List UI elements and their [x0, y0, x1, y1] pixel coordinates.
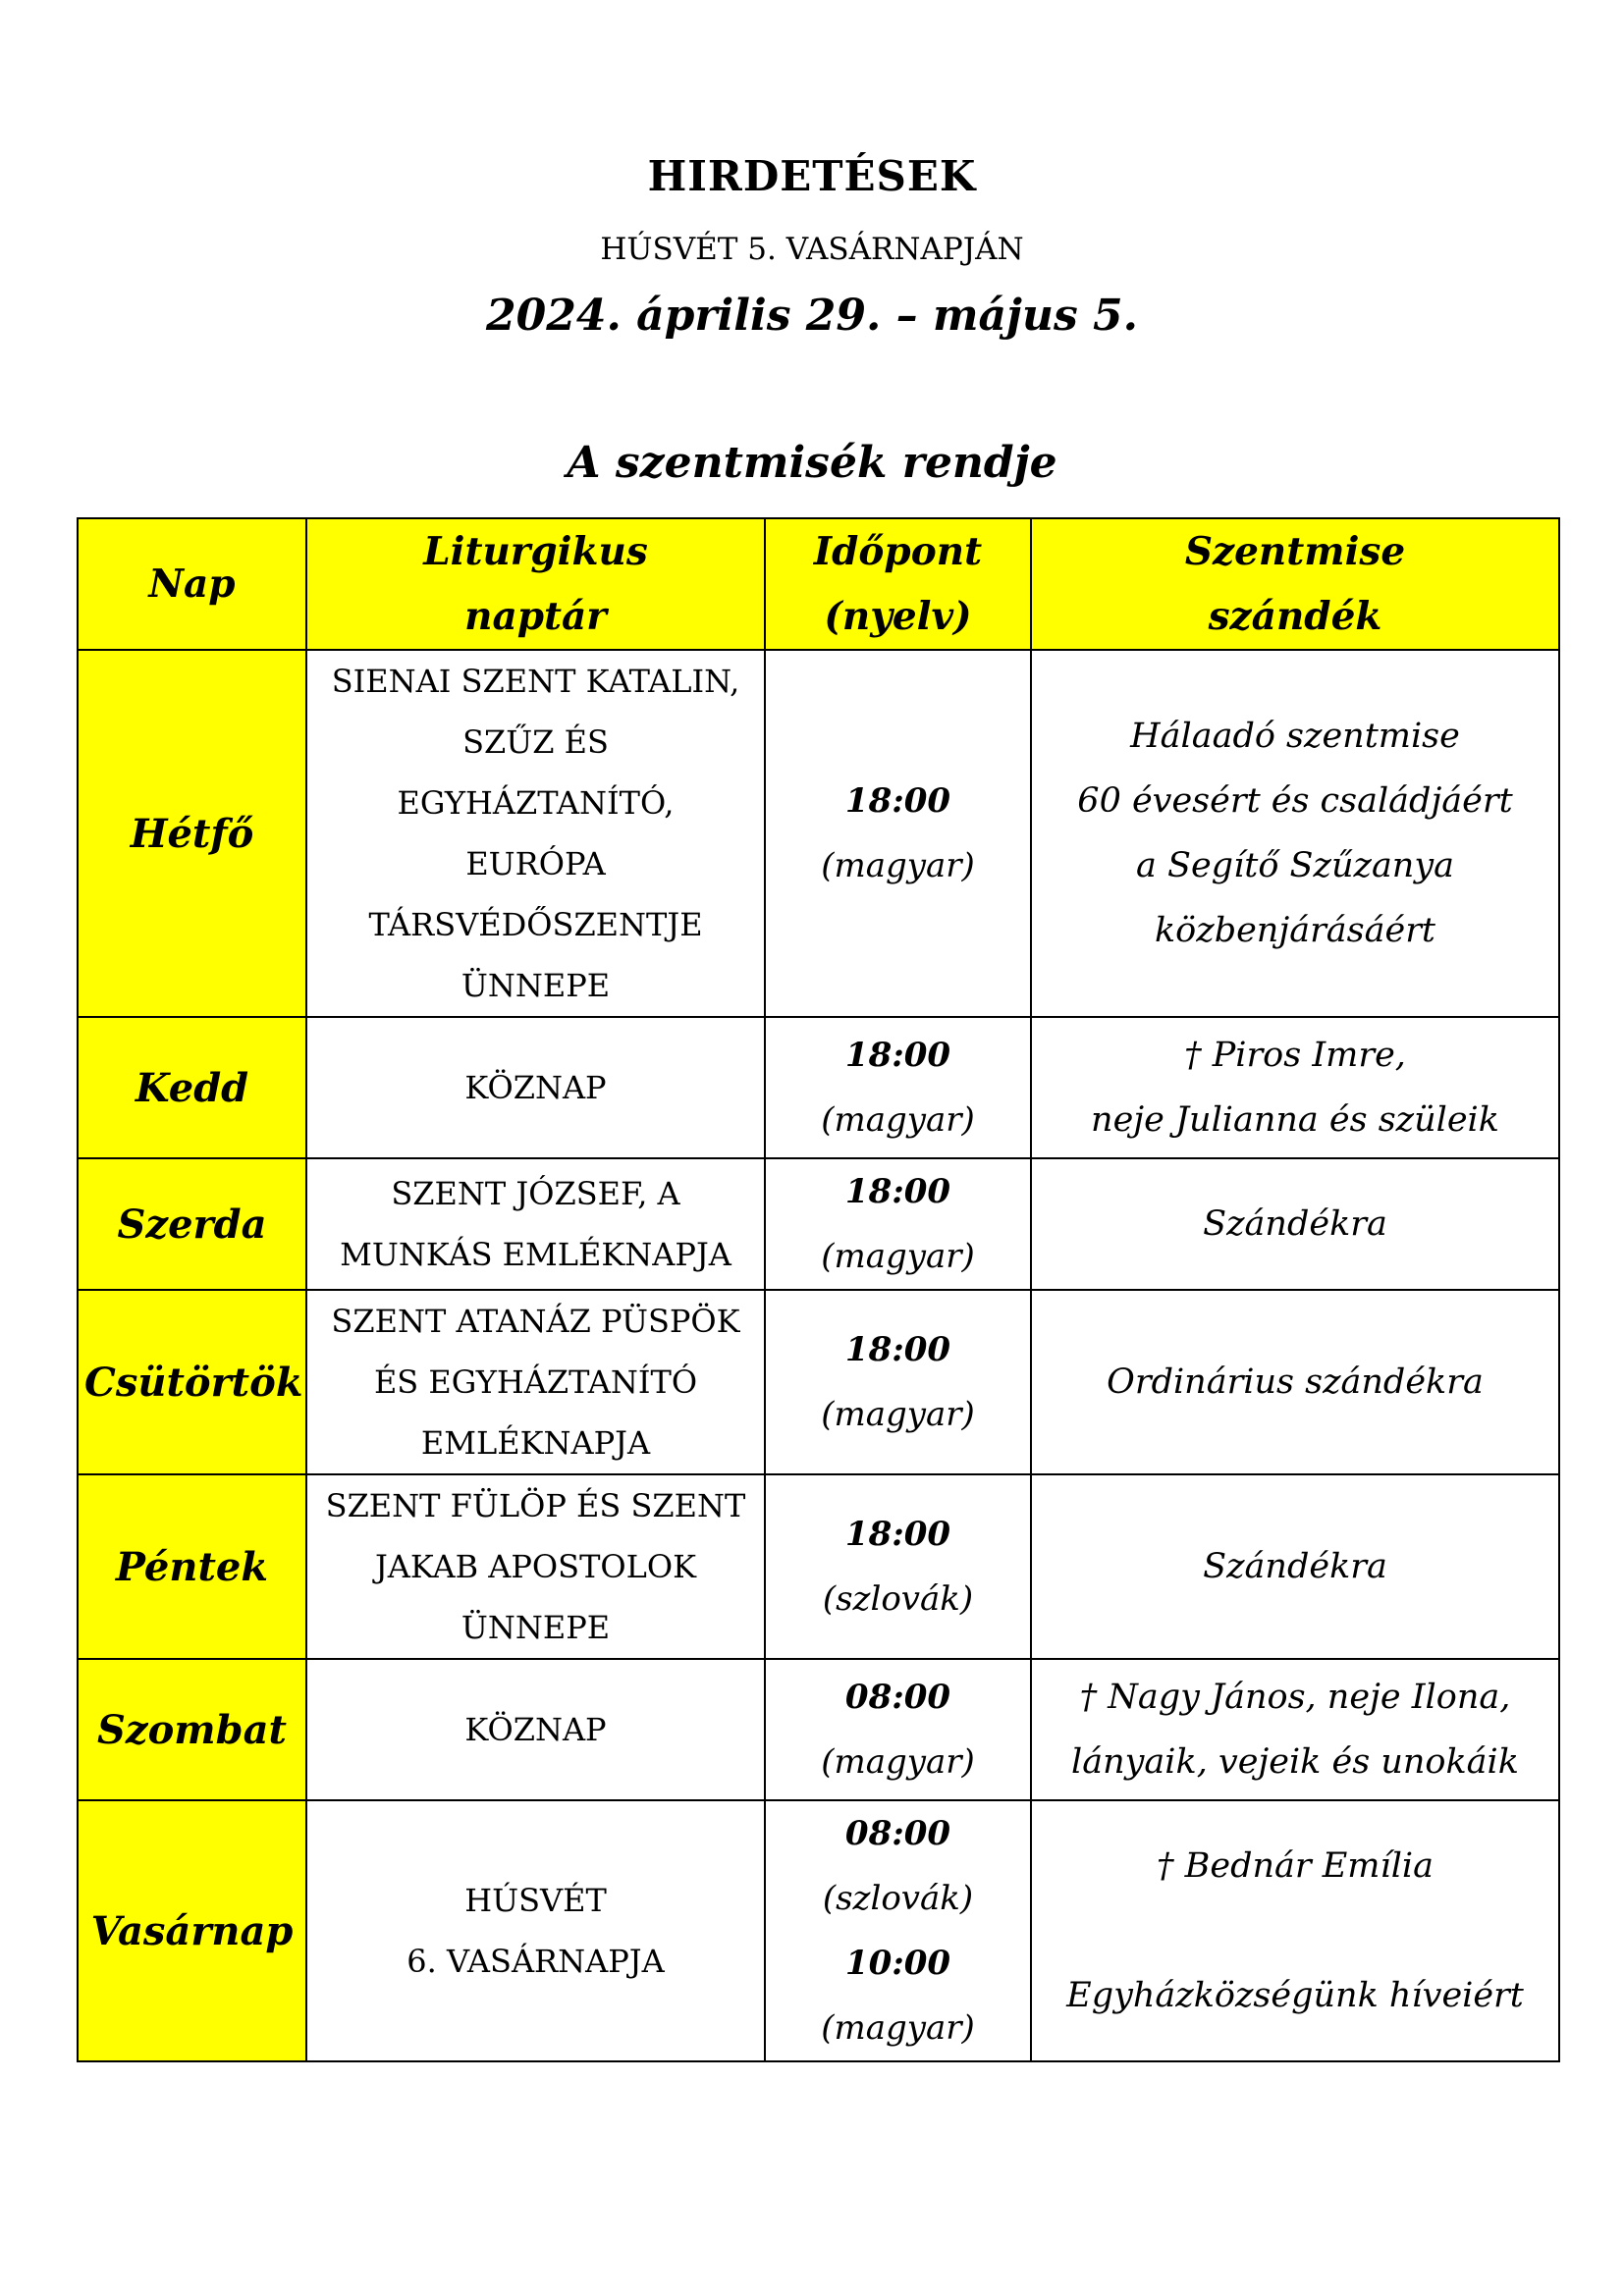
day-cell: Kedd — [78, 1017, 306, 1158]
mass-time: 18:00 — [844, 1330, 951, 1369]
mass-time: 18:00 — [844, 1172, 951, 1211]
date-range: 2024. április 29. – május 5. — [486, 291, 1138, 341]
liturgy-line: KÖZNAP — [464, 1069, 607, 1106]
liturgy-cell — [306, 1800, 765, 2061]
intent-line — [1038, 1898, 1552, 1963]
liturgy-line: ÜNNEPE — [460, 1609, 611, 1646]
time-cell — [765, 1158, 1031, 1290]
mass-language: (magyar) — [821, 1237, 975, 1276]
header-intent: Szentmise szándék — [1031, 518, 1559, 650]
table-row — [78, 1017, 1559, 1158]
liturgy-line: ÜNNEPE — [460, 967, 611, 1004]
mass-language: (szlovák) — [822, 1579, 974, 1619]
intent-line: Szándékra — [1203, 1547, 1387, 1586]
mass-schedule-table — [77, 517, 1560, 2062]
intent-line: Egyházközségünk híveiért — [1066, 1976, 1524, 2015]
intent-cell — [1031, 1158, 1559, 1290]
liturgy-line: EMLÉKNAPJA — [420, 1424, 651, 1462]
liturgy-line: SZENT FÜLÖP ÉS SZENT — [325, 1487, 746, 1524]
intent-cell — [1031, 1017, 1559, 1158]
intent-line: Szándékra — [1203, 1204, 1387, 1244]
mass-time: 18:00 — [844, 1036, 951, 1075]
liturgy-line: MUNKÁS EMLÉKNAPJA — [340, 1236, 731, 1273]
liturgy-line: ÉS EGYHÁZTANÍTÓ — [373, 1363, 698, 1401]
table-row — [78, 1474, 1559, 1659]
table-row — [78, 1158, 1559, 1290]
mass-language: (magyar) — [821, 1395, 975, 1434]
time-cell — [765, 1017, 1031, 1158]
time-cell — [765, 1474, 1031, 1659]
mass-time: 10:00 — [844, 1944, 951, 1983]
liturgy-cell — [306, 1158, 765, 1290]
liturgy-line: SZŰZ ÉS — [462, 723, 609, 761]
liturgy-cell — [306, 1017, 765, 1158]
mass-language: (szlovák) — [822, 1879, 974, 1918]
mass-time: 08:00 — [844, 1678, 951, 1717]
liturgy-line: HÚSVÉT — [464, 1882, 607, 1919]
mass-language: (magyar) — [821, 846, 975, 885]
liturgy-cell — [306, 1474, 765, 1659]
intent-line: † Nagy János, neje Ilona, — [1079, 1678, 1511, 1717]
day-cell: Szombat — [78, 1659, 306, 1800]
intent-line: 60 évesért és családjáért — [1077, 781, 1513, 821]
day-cell: Szerda — [78, 1158, 306, 1290]
mass-language: (magyar) — [821, 1742, 975, 1782]
intent-line: neje Julianna és szüleik — [1091, 1100, 1499, 1140]
day-cell: Csütörtök — [78, 1290, 306, 1474]
liturgy-line: KÖZNAP — [464, 1711, 607, 1748]
mass-time: 08:00 — [844, 1814, 951, 1853]
intent-line: a Segítő Szűzanya — [1136, 846, 1454, 885]
header-time: Időpont (nyelv) — [765, 518, 1031, 650]
table-row — [78, 1659, 1559, 1800]
header-day: Nap — [78, 518, 306, 650]
mass-language: (magyar) — [821, 2008, 975, 2048]
time-cell — [765, 650, 1031, 1017]
liturgy-line: EGYHÁZTANÍTÓ, — [397, 784, 675, 822]
intent-line: Ordinárius szándékra — [1107, 1362, 1484, 1402]
day-cell: Péntek — [78, 1474, 306, 1659]
liturgy-line: SIENAI SZENT KATALIN, — [331, 663, 740, 700]
table-body — [78, 650, 1559, 2061]
page-subtitle: HÚSVÉT 5. VASÁRNAPJÁN — [600, 232, 1024, 267]
liturgy-line: 6. VASÁRNAPJA — [406, 1943, 665, 1980]
time-cell — [765, 1659, 1031, 1800]
liturgy-line: TÁRSVÉDŐSZENTJE — [368, 906, 703, 943]
intent-cell — [1031, 650, 1559, 1017]
intent-cell — [1031, 1474, 1559, 1659]
time-cell — [765, 1800, 1031, 2061]
mass-language: (magyar) — [821, 1100, 975, 1140]
mass-time: 18:00 — [844, 1515, 951, 1554]
intent-line: † Piros Imre, — [1184, 1036, 1406, 1075]
intent-cell — [1031, 1659, 1559, 1800]
intent-line: † Bednár Emília — [1157, 1846, 1434, 1886]
liturgy-line: EURÓPA — [465, 845, 606, 882]
liturgy-cell — [306, 1290, 765, 1474]
day-cell: Vasárnap — [78, 1800, 306, 2061]
liturgy-line: JAKAB APOSTOLOK — [374, 1548, 697, 1585]
mass-time: 18:00 — [844, 781, 951, 821]
intent-line: közbenjárásáért — [1154, 911, 1436, 950]
intent-line: lányaik, vejeik és unokáik — [1071, 1742, 1519, 1782]
day-cell: Hétfő — [78, 650, 306, 1017]
liturgy-line: SZENT JÓZSEF, A — [391, 1175, 680, 1212]
intent-cell — [1031, 1800, 1559, 2061]
liturgy-cell — [306, 1659, 765, 1800]
liturgy-cell — [306, 650, 765, 1017]
header-liturgy: Liturgikus naptár — [306, 518, 765, 650]
section-title: A szentmisék rendje — [567, 438, 1057, 488]
page-title: HIRDETÉSEK — [647, 152, 977, 200]
intent-line: Hálaadó szentmise — [1130, 717, 1460, 756]
table-row — [78, 1290, 1559, 1474]
time-cell — [765, 1290, 1031, 1474]
table-row — [78, 650, 1559, 1017]
liturgy-line: SZENT ATANÁZ PÜSPÖK — [331, 1303, 740, 1340]
table-row — [78, 1800, 1559, 2061]
table-header-row — [78, 518, 1559, 650]
intent-cell — [1031, 1290, 1559, 1474]
